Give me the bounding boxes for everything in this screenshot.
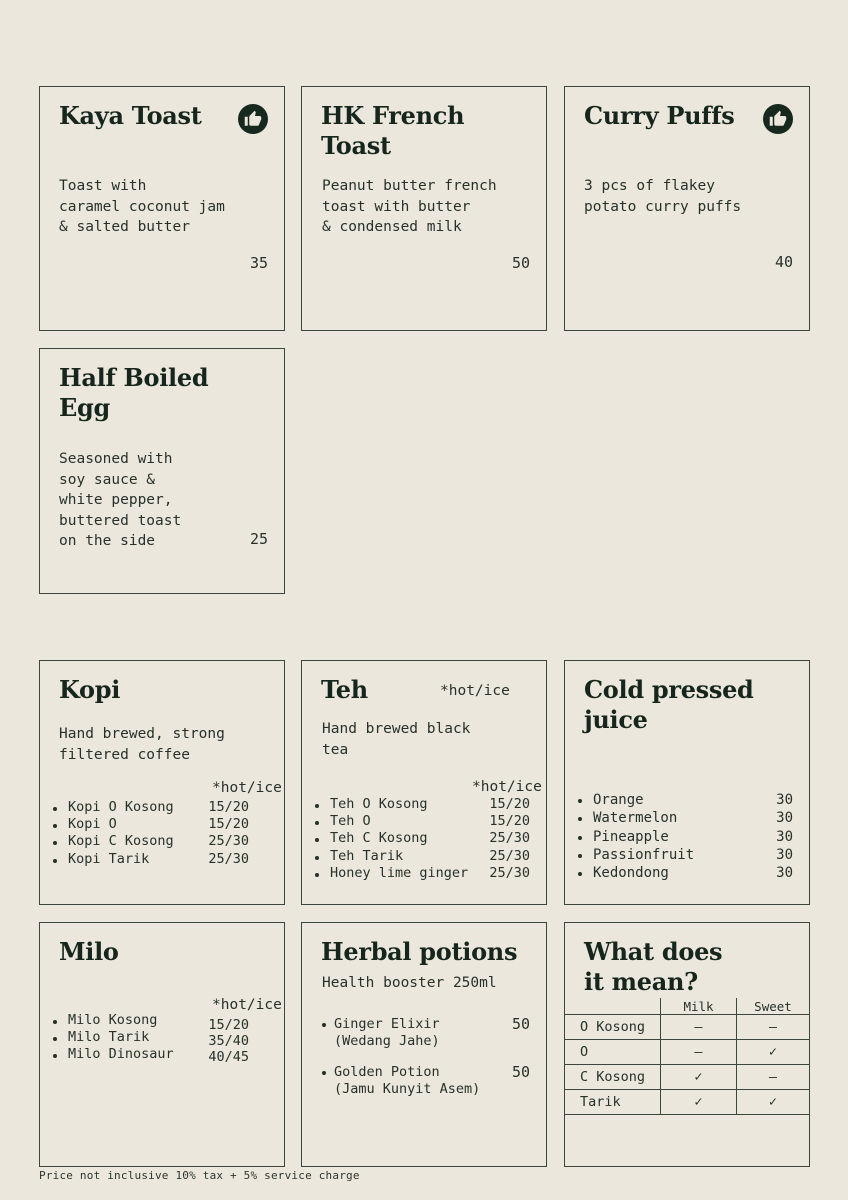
list-item: Honey lime ginger 25/30 bbox=[312, 865, 530, 882]
item-title: Herbal potions bbox=[321, 937, 518, 966]
list-item: Passionfruit 30 bbox=[575, 846, 793, 864]
thumbs-up-icon bbox=[238, 104, 268, 134]
list-item: Teh O Kosong 15/20 bbox=[312, 796, 530, 813]
item-description: Hand brewed, strong filtered coffee bbox=[59, 726, 225, 763]
menu-card-half-boiled-egg bbox=[39, 348, 285, 594]
item-title: Teh bbox=[321, 675, 368, 704]
item-description: Toast with caramel coconut jam & salted butter bbox=[59, 178, 225, 235]
item-description: Peanut butter french toast with butter & condensed milk bbox=[322, 178, 497, 235]
table-row: O Kosong – – bbox=[565, 1015, 809, 1040]
table-row: Tarik ✓ ✓ bbox=[565, 1090, 809, 1115]
list-item: Milo Tarik 35/40 bbox=[50, 1029, 268, 1046]
menu-card-herbal-potions bbox=[301, 922, 547, 1167]
menu-card-teh bbox=[301, 660, 547, 905]
table-row: O – ✓ bbox=[565, 1040, 809, 1065]
herbal-item: Ginger Elixir (Wedang Jahe) 50 bbox=[320, 1016, 530, 1049]
list-item: Teh Tarik 25/30 bbox=[312, 848, 530, 865]
item-title: Kaya Toast bbox=[59, 101, 202, 130]
thumbs-up-icon bbox=[763, 104, 793, 134]
milo-list bbox=[50, 1012, 268, 1064]
title-hot-ice-note: *hot/ice bbox=[440, 683, 510, 699]
item-price: 35 bbox=[249, 254, 268, 272]
hot-ice-note: *hot/ice bbox=[472, 779, 542, 795]
list-item: Teh O 15/20 bbox=[312, 813, 530, 830]
item-price: 40 bbox=[774, 253, 793, 271]
item-title: Half Boiled Egg bbox=[59, 363, 209, 422]
list-item: Milo Kosong 15/20 bbox=[50, 1012, 268, 1029]
item-title: HK French Toast bbox=[321, 101, 465, 160]
list-item: Orange 30 bbox=[575, 791, 793, 809]
menu-card-cold-pressed-juice bbox=[564, 660, 810, 905]
list-item: Kopi Tarik 25/30 bbox=[50, 851, 268, 868]
juice-list bbox=[575, 791, 793, 882]
item-subtitle: Health booster 250ml bbox=[322, 975, 497, 991]
kopi-list bbox=[50, 799, 268, 868]
item-title: Kopi bbox=[59, 675, 121, 704]
list-item: Kopi C Kosong 25/30 bbox=[50, 833, 268, 850]
item-description: 3 pcs of flakey potato curry puffs bbox=[584, 178, 742, 215]
list-item: Milo Dinosaur 40/45 bbox=[50, 1046, 268, 1063]
item-description: Hand brewed black tea bbox=[322, 721, 471, 758]
meaning-table bbox=[565, 998, 809, 1115]
herbal-item: Golden Potion (Jamu Kunyit Asem) 50 bbox=[320, 1064, 530, 1097]
column-header-milk: Milk bbox=[661, 998, 737, 1015]
menu-card-kaya-toast bbox=[39, 86, 285, 331]
teh-list bbox=[312, 796, 530, 882]
hot-ice-note: *hot/ice bbox=[212, 780, 282, 796]
list-item: Kopi O 15/20 bbox=[50, 816, 268, 833]
item-title: What does it mean? bbox=[584, 937, 723, 996]
item-title: Milo bbox=[59, 937, 119, 966]
menu-card-curry-puffs bbox=[564, 86, 810, 331]
list-item: Watermelon 30 bbox=[575, 809, 793, 827]
table-row: C Kosong ✓ – bbox=[565, 1065, 809, 1090]
item-price: 25 bbox=[249, 530, 268, 548]
menu-card-milo bbox=[39, 922, 285, 1167]
item-price: 50 bbox=[511, 254, 530, 272]
item-title: Curry Puffs bbox=[584, 101, 735, 130]
footer-note: Price not inclusive 10% tax + 5% service charge bbox=[39, 1169, 360, 1182]
hot-ice-note: *hot/ice bbox=[212, 997, 282, 1013]
item-title: Cold pressed juice bbox=[584, 675, 754, 734]
list-item: Kedondong 30 bbox=[575, 864, 793, 882]
column-header-sweet: Sweet bbox=[737, 998, 810, 1015]
menu-card-hk-french-toast bbox=[301, 86, 547, 331]
item-description: Seasoned with soy sauce & white pepper, buttered toast on the side bbox=[59, 451, 182, 549]
menu-card-kopi bbox=[39, 660, 285, 905]
list-item: Pineapple 30 bbox=[575, 828, 793, 846]
list-item: Kopi O Kosong 15/20 bbox=[50, 799, 268, 816]
list-item: Teh C Kosong 25/30 bbox=[312, 830, 530, 847]
menu-card-legend bbox=[564, 922, 810, 1167]
